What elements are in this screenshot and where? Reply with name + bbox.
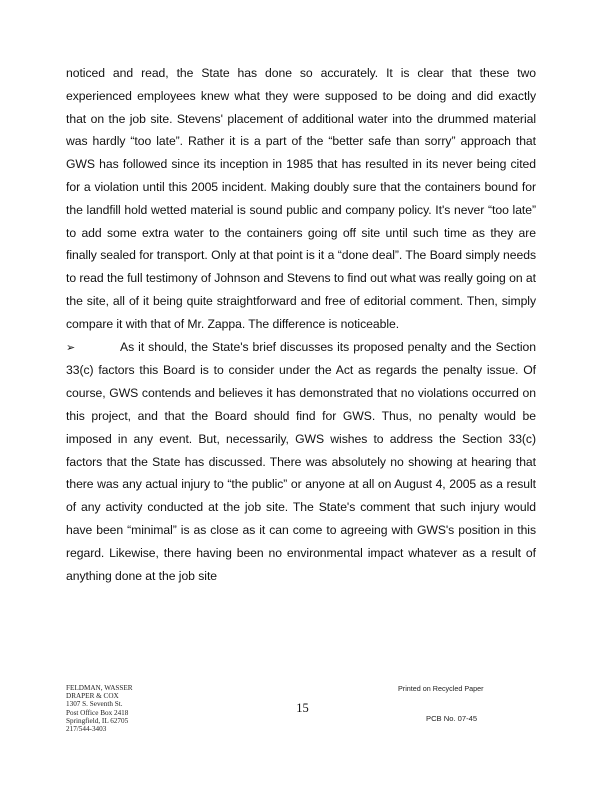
firm-street-line: 1307 S. Seventh St. xyxy=(66,700,123,709)
recycled-paper-note: Printed on Recycled Paper xyxy=(398,684,484,693)
firm-city-line: Springfield, IL 62705 xyxy=(66,716,129,725)
paragraph-penalty-factors: As it should, the State's brief discusses its proposed penalty and the Section 33(c) factors this Board is to consider under the Act as regards the penalty issue. Of course, GWS contends and believes it has demonstrated that no violations occurred on this project, and that the Board should find for GWS. Thus, no penalty would be imposed in any event. But, necessarily, GWS wishes to address the Section 33(c) factors that the State has discussed. There was absolutely no showing at hearing that there was any actual injury to “the public” or anyone at all on August 4, 2005 as a result of any activity conducted at the job site. The State's comment that such injury would have been “minimal” is as close as it can come to agreeing with GWS's position in this regard. Likewise, there having been no environmental impact whatever as a result of anything done at the job site xyxy=(66,339,536,583)
paragraph-continued: noticed and read, the State has done so accurately. It is clear that these two experienced employees knew what they were supposed to be doing and did exactly that on the job site. Stevens' placement of additional water into the drummed material was hardly “too late”. Rather it is a part of the “better safe than sorry” approach that GWS has followed since its inception in 1985 that has resulted in its never being cited for a violation until this 2005 incident. Making doubly sure that the containers bound for the landfill hold wetted material is sound public and company policy. It's never “too late” to add some extra water to the containers going off site until such time as they are finally sealed for transport. Only at that point is it a “done deal”. The Board simply needs to read the full testimony of Johnson and Stevens to find out what was really going on at the site, all of it being quite straightforward and free of editorial comment. Then, simply compare it with that of Mr. Zappa. The difference is noticeable. xyxy=(66,66,536,331)
firm-name-line-1: FELDMAN, WASSER xyxy=(66,684,133,692)
case-number: PCB No. 07-45 xyxy=(426,714,478,723)
body-text xyxy=(66,62,536,587)
firm-name-line-2: DRAPER & COX xyxy=(66,692,119,701)
page-number: 15 xyxy=(296,701,309,715)
firm-phone-line: 217/544-3403 xyxy=(66,725,107,734)
arrow-bullet-icon: ➢ xyxy=(66,341,76,354)
firm-po-box-line: Post Office Box 2418 xyxy=(66,708,129,717)
bullet-paragraph xyxy=(66,336,536,588)
